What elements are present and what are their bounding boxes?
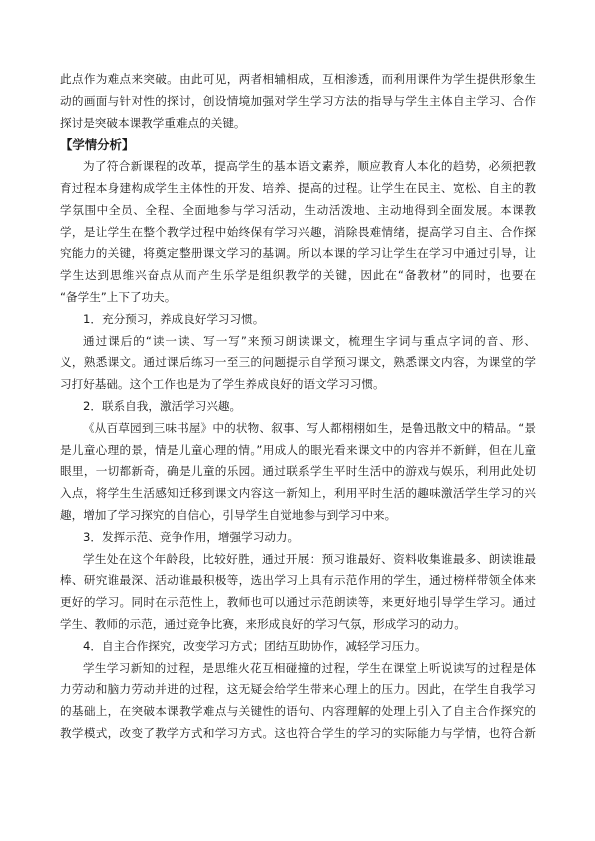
text-line: “备学生”上下了功夫。 bbox=[60, 289, 177, 304]
text-line: 动的画面与针对性的探讨，创设情境加强对学生学习方法的指导与学生主体自主学习、合作 bbox=[60, 93, 536, 108]
text-line: 学生处在这个年龄段，比较好胜，通过开展：预习谁最好、资料收集谁最多、朗读谁最 bbox=[83, 551, 536, 566]
numbered-subheading: 3．发挥示范、竞争作用，增强学习动力。 bbox=[83, 529, 300, 544]
text-line: 学生学习新知的过程，是思维火花互相碰撞的过程，学生在课堂上听说读写的过程是体 bbox=[83, 660, 536, 675]
text-line: 探讨是突破本课教学重难点的关键。 bbox=[60, 115, 246, 130]
text-line: 学氛围中全员、全程、全面地参与学习活动，生动活泼地、主动地得到全面发展。本课教 bbox=[60, 202, 536, 217]
text-line: 义，熟悉课文。通过课后练习一至三的问题提示自学预习课文，熟悉课文内容，为课堂的学 bbox=[60, 355, 536, 370]
text-line: 教学模式，改变了教学方式和学习方式。这也符合学生的学习的实际能力与学情，也符合新 bbox=[60, 725, 536, 740]
numbered-subheading: 1．充分预习，养成良好学习习惯。 bbox=[83, 311, 265, 326]
text-line: 入点，将学生生活感知迁移到课文内容这一新知上，利用平时生活的趣味激活学生学习的兴 bbox=[60, 486, 536, 501]
text-line: 的基础上，在突破本课教学难点与关键性的语句、内容理解的处理上引入了自主合作探究的 bbox=[60, 704, 536, 719]
text-line: 育过程本身建构成学生主体性的开发、培养、提高的过程。让学生在民主、宽松、自主的教 bbox=[60, 180, 536, 195]
text-line: 是儿童心理的景，情是儿童心理的情。”用成人的眼光看来课文中的内容并不新鲜，但在儿童 bbox=[60, 442, 536, 457]
text-line: 力劳动和脑力劳动并进的过程，这无疑会给学生带来心理上的压力。因此，在学生自我学习 bbox=[60, 682, 536, 697]
text-line: 学生、教师的示范，通过竞争比赛，来形成良好的学习气氛，形成学习的动力。 bbox=[60, 616, 466, 631]
text-line: 学，是让学生在整个教学过程中始终保有学习兴趣，消除畏难情绪，提高学习自主、合作探 bbox=[60, 224, 536, 239]
text-line: 学生达到思维兴奋点从而产生乐学是组织教学的关键，因此在“备教材”的同时，也要在 bbox=[60, 268, 536, 283]
document-page bbox=[60, 69, 536, 745]
text-line: 棒、研究谁最深、活动谁最积极等，选出学习上具有示范作用的学生，通过榜样带领全体来 bbox=[60, 573, 536, 588]
section-heading: 【学情分析】 bbox=[60, 137, 135, 153]
text-line: 眼里，一切都新奇，确是儿童的乐园。通过联系学生平时生活中的游戏与娱乐，利用此处切 bbox=[60, 464, 536, 479]
numbered-subheading: 4．自主合作探究，改变学习方式；团结互助协作，减轻学习压力。 bbox=[83, 638, 427, 653]
text-line: 趣，增加了学习探究的自信心，引导学生自觉地参与到学习中来。 bbox=[60, 507, 397, 522]
text-line: 通过课后的“读一读、写一写”来预习朗读课文，梳理生字词与重点字词的音、形、 bbox=[83, 333, 536, 348]
text-line: 习打好基础。这个工作也是为了学生养成良好的语文学习习惯。 bbox=[60, 377, 385, 392]
text-line: 《从百草园到三味书屋》中的状物、叙事、写人都栩栩如生，是鲁迅散文中的精品。“景 bbox=[83, 420, 536, 435]
numbered-subheading: 2．联系自我，激活学习兴趣。 bbox=[83, 398, 242, 413]
text-line: 此点作为难点来突破。由此可见，两者相辅相成，互相渗透，而利用课件为学生提供形象生 bbox=[60, 72, 536, 86]
text-line: 为了符合新课程的改革，提高学生的基本语文素养，顺应教育人本化的趋势，必须把教 bbox=[83, 159, 536, 174]
text-line: 更好的学习。同时在示范性上，教师也可以通过示范朗读等，来更好地引导学生学习。通过 bbox=[60, 595, 536, 610]
text-line: 究能力的关键，将奠定整册课文学习的基调。所以本课的学习让学生在学习中通过引导，让 bbox=[60, 246, 536, 261]
